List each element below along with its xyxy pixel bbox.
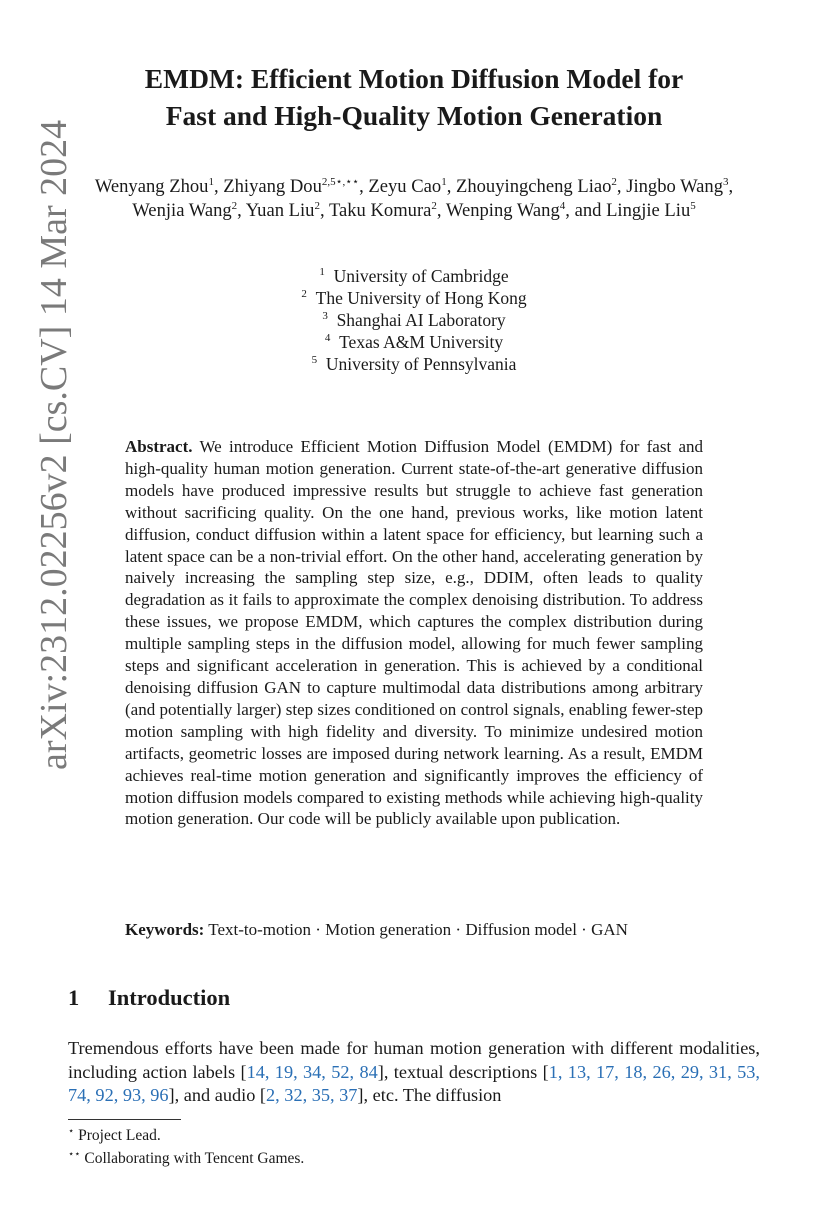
author-name: Zeyu Cao — [368, 176, 442, 197]
title-line-2: Fast and High-Quality Motion Generation — [165, 100, 663, 131]
affiliation-name: Texas A&M University — [339, 332, 504, 352]
footnote-text: Project Lead. — [78, 1127, 161, 1144]
affiliation-number: 5 — [311, 354, 318, 366]
keywords — [125, 919, 725, 941]
affiliation-number: 2 — [301, 288, 307, 300]
affiliation-list — [200, 265, 628, 375]
author-name: Wenping Wang — [445, 200, 560, 221]
section-title: Introduction — [108, 985, 231, 1010]
author-separator: , — [616, 176, 627, 197]
author-affiliation-mark: 2 — [611, 176, 617, 188]
author-name: Lingjie Liu — [606, 200, 691, 221]
footnote-rule — [68, 1119, 181, 1120]
affiliation-name: The University of Hong Kong — [315, 288, 527, 308]
author-separator: , — [359, 176, 369, 197]
author-separator: , — [237, 200, 246, 221]
abstract-label: Abstract. — [125, 437, 193, 456]
keywords-label: Keywords: — [125, 920, 205, 939]
author-affiliation-mark: 1 — [441, 176, 447, 188]
intro-text: Tremendous efforts have been made for human motion generation with different modalities, including action labels [ — [68, 1038, 760, 1082]
arxiv-identifier-stamp: arXiv:2312.02256v2 [cs.CV] 14 Mar 2024 — [33, 119, 75, 770]
abstract-text: We introduce Efficient Motion Diffusion Model (EMDM) for fast and high-quality human motion generation. Current state-of-the-art generative diffusion models have produced impressive results but struggle to achieve fast generation without sacrificing quality. On the one hand, previous works, like motion latent diffusion, conduct diffusion within a latent space for efficiency, but learning such a latent space can be a non-trivial effort. On the other hand, accelerating generation by naively increasing the sampling step size, e.g., DDIM, often leads to quality degradation as it fails to approximate the complex denoising distribution. To address these issues, we propose EMDM, which captures the complex distribution during multiple sampling steps in the diffusion model, allowing for much fewer sampling steps and significant acceleration in generation. This is achieved by a conditional denoising diffusion GAN to capture multimodal data distributions among arbitrary (and potentially larger) step sizes conditioned on control signals, enabling fewer-step motion sampling with high fidelity and diversity. To minimize undesired motion artifacts, geometric losses are imposed during network learning. As a result, EMDM achieves real-time motion generation and significantly improves the efficiency of motion diffusion models compared to existing methods while achieving high-quality motion generation. Our code will be publicly available upon publication. — [125, 437, 704, 829]
author-name: Yuan Liu — [245, 200, 315, 221]
intro-text: ], etc. The diffusion — [357, 1085, 502, 1105]
affiliation-item — [200, 331, 628, 353]
footnote — [68, 1149, 304, 1169]
citation-link[interactable]: 1, 13, 17, 18, 26, 29, 31, 53, 74, 92, 93, 96 — [68, 1061, 760, 1105]
author-name: Taku Komura — [328, 200, 432, 221]
title-line-1: EMDM: Efficient Motion Diffusion Model for — [144, 63, 684, 94]
author-name: Jingbo Wang — [626, 176, 724, 197]
author-name: Zhouyingcheng Liao — [455, 176, 612, 197]
affiliation-number: 3 — [322, 310, 328, 322]
author-separator: , — [319, 200, 329, 221]
author-affiliation-mark: 3 — [723, 176, 729, 188]
citation-link[interactable]: 14, 19, 34, 52, 84 — [246, 1061, 378, 1082]
author-affiliation-mark: 2,5⋆,⋆⋆ — [321, 176, 360, 188]
keywords-text: Text-to-motion · Motion generation · Diffusion model · GAN — [208, 920, 628, 939]
paper-title — [80, 60, 748, 134]
intro-text: ], and audio [ — [168, 1085, 267, 1105]
footnote-mark: ⋆ — [68, 1126, 75, 1137]
author-affiliation-mark: 2 — [431, 200, 437, 212]
citation-link[interactable]: 2, 32, 35, 37 — [266, 1085, 358, 1105]
author-separator: , and — [565, 200, 607, 221]
author-name: Zhiyang Dou — [223, 176, 322, 197]
author-affiliation-mark: 2 — [231, 200, 238, 212]
section-number: 1 — [68, 985, 80, 1010]
author-affiliation-mark: 1 — [208, 176, 214, 188]
affiliation-item — [200, 309, 628, 331]
author-affiliation-mark: 2 — [314, 200, 320, 212]
author-separator: , — [728, 176, 734, 197]
author-affiliation-mark: 5 — [690, 200, 696, 212]
affiliation-name: Shanghai AI Laboratory — [336, 310, 506, 330]
author-list — [68, 175, 760, 223]
section-heading — [68, 984, 230, 1012]
affiliation-name: University of Cambridge — [333, 266, 509, 286]
abstract — [125, 436, 703, 830]
affiliation-item — [200, 353, 628, 375]
intro-text: ], textual descriptions [ — [377, 1061, 549, 1082]
affiliation-name: University of Pennsylvania — [325, 354, 517, 374]
author-separator: , — [436, 200, 446, 221]
author-name: Wenjia Wang — [132, 200, 232, 221]
affiliation-number: 4 — [324, 332, 331, 344]
affiliation-item — [200, 265, 628, 287]
author-separator: , — [213, 176, 224, 197]
author-affiliation-mark: 4 — [559, 200, 566, 212]
footnote — [68, 1126, 161, 1146]
intro-paragraph — [68, 1037, 760, 1108]
footnote-mark: ⋆⋆ — [68, 1149, 81, 1160]
footnote-text: Collaborating with Tencent Games. — [84, 1150, 305, 1167]
affiliation-number: 1 — [319, 266, 325, 278]
author-name: Wenyang Zhou — [94, 176, 209, 197]
author-separator: , — [446, 176, 456, 197]
affiliation-item — [200, 287, 628, 309]
